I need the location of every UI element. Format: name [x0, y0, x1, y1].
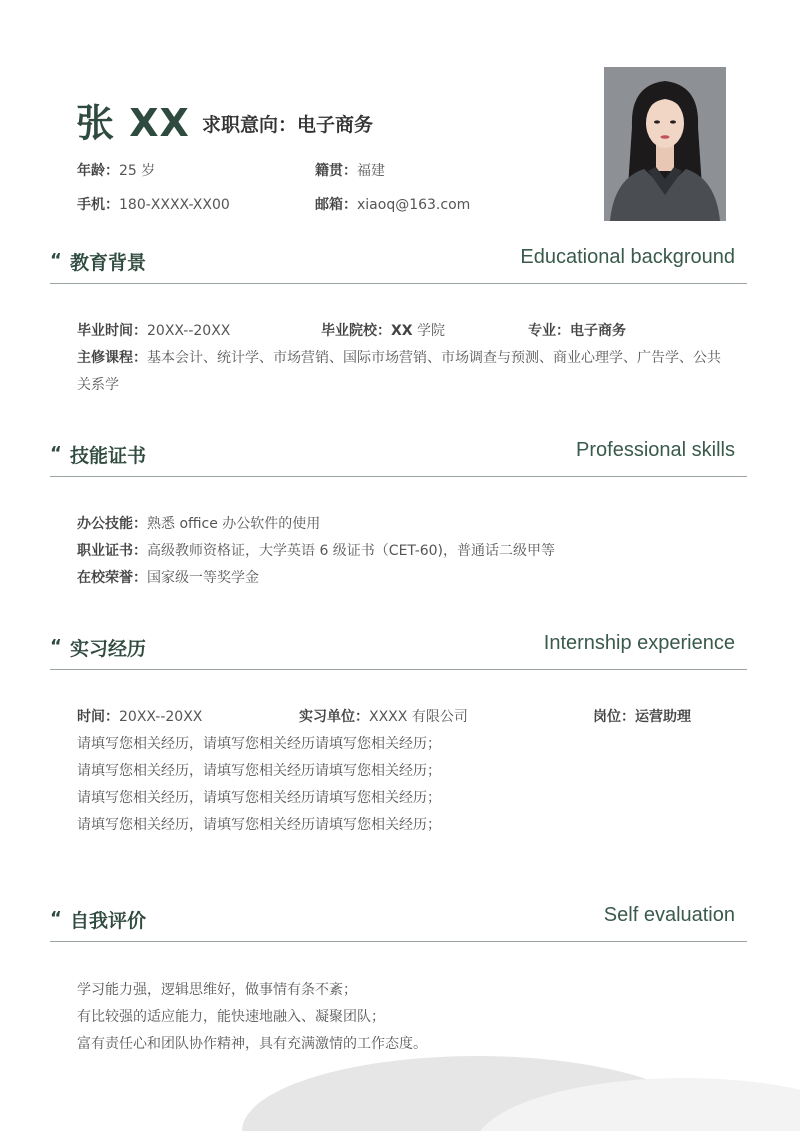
courses-label: 主修课程：	[77, 350, 147, 366]
self-eval-section-header	[50, 906, 747, 942]
quote-mark: “	[50, 636, 62, 657]
courses-line-1	[77, 347, 721, 367]
self-eval-line: 富有责任心和团队协作精神，具有充满激情的工作态度。	[77, 1036, 427, 1052]
courses-value: 基本会计、统计学、市场营销、国际市场营销、市场调查与预测、商业心理学、广告学、公共	[147, 350, 721, 366]
internship-detail-line: 请填写您相关经历，请填写您相关经历请填写您相关经历；	[77, 817, 441, 833]
internship-detail-line: 请填写您相关经历，请填写您相关经历请填写您相关经历；	[77, 790, 441, 806]
graduation-time-value: 20XX--20XX	[147, 323, 231, 339]
internship-time-value: 20XX--20XX	[119, 709, 203, 725]
origin-info	[315, 160, 385, 180]
office-value: 熟悉 office 办公软件的使用	[147, 516, 321, 532]
job-intent-label: 求职意向：	[202, 114, 298, 136]
internship-detail-line: 请填写您相关经历，请填写您相关经历请填写您相关经历；	[77, 736, 441, 752]
education-section-header	[50, 248, 747, 284]
honor-label: 在校荣誉：	[77, 570, 147, 586]
company-value: XXXX 有限公司	[369, 709, 468, 725]
email-value: xiaoq@163.com	[357, 197, 471, 213]
graduation-school	[321, 320, 445, 340]
job-intent	[202, 110, 373, 137]
school-name-bold: XX	[391, 323, 413, 339]
age-label: 年龄：	[77, 163, 119, 179]
quote-mark: “	[50, 443, 62, 464]
major	[528, 320, 626, 340]
self-eval-line: 学习能力强，逻辑思维好，做事情有条不紊；	[77, 982, 357, 998]
internship-title: 实习经历	[70, 638, 147, 660]
skills-title: 技能证书	[70, 445, 147, 467]
profile-photo	[604, 67, 726, 221]
skills-title-en: Professional skills	[576, 439, 735, 461]
self-eval-title-en: Self evaluation	[603, 904, 735, 926]
origin-value: 福建	[357, 163, 385, 179]
major-label: 专业：	[528, 323, 570, 339]
cert-label: 职业证书：	[77, 543, 147, 559]
internship-title-en: Internship experience	[543, 632, 735, 654]
phone-label: 手机：	[77, 197, 119, 213]
internship-company	[299, 706, 468, 726]
internship-post	[593, 706, 691, 726]
company-label: 实习单位：	[299, 709, 369, 725]
candidate-name: 张 XX	[76, 101, 190, 145]
origin-label: 籍贯：	[315, 163, 357, 179]
internship-time	[77, 706, 202, 726]
self-eval-line: 有比较强的适应能力，能快速地融入、凝聚团队；	[77, 1009, 385, 1025]
email-info	[315, 194, 470, 214]
graduation-time-label: 毕业时间：	[77, 323, 147, 339]
phone-value: 180-XXXX-XX00	[119, 197, 230, 213]
quote-mark: “	[50, 908, 62, 929]
age-info	[77, 160, 155, 180]
office-label: 办公技能：	[77, 516, 147, 532]
job-intent-value: 电子商务	[297, 114, 374, 136]
major-value: 电子商务	[570, 323, 626, 339]
education-title-en: Educational background	[520, 246, 735, 268]
school-label: 毕业院校：	[321, 323, 391, 339]
phone-info	[77, 194, 230, 214]
cert-value: 高级教师资格证，大学英语 6 级证书（CET-60)，普通话二级甲等	[147, 543, 556, 559]
certificates	[77, 540, 555, 560]
education-title: 教育背景	[70, 252, 147, 274]
self-eval-title: 自我评价	[70, 910, 147, 932]
school-name: 学院	[412, 323, 446, 339]
internship-detail-line: 请填写您相关经历，请填写您相关经历请填写您相关经历；	[77, 763, 441, 779]
office-skill	[77, 513, 320, 533]
internship-time-label: 时间：	[77, 709, 119, 725]
quote-mark: “	[50, 250, 62, 271]
age-value: 25 岁	[119, 163, 156, 179]
post-label: 岗位：	[593, 709, 635, 725]
honors	[77, 567, 259, 587]
portrait-illustration	[604, 67, 726, 221]
internship-section-header	[50, 634, 747, 670]
courses-line-2: 关系学	[77, 377, 119, 393]
skills-section-header	[50, 441, 747, 477]
graduation-time	[77, 320, 230, 340]
post-value: 运营助理	[635, 709, 691, 725]
honor-value: 国家级一等奖学金	[147, 570, 259, 586]
email-label: 邮箱：	[315, 197, 357, 213]
